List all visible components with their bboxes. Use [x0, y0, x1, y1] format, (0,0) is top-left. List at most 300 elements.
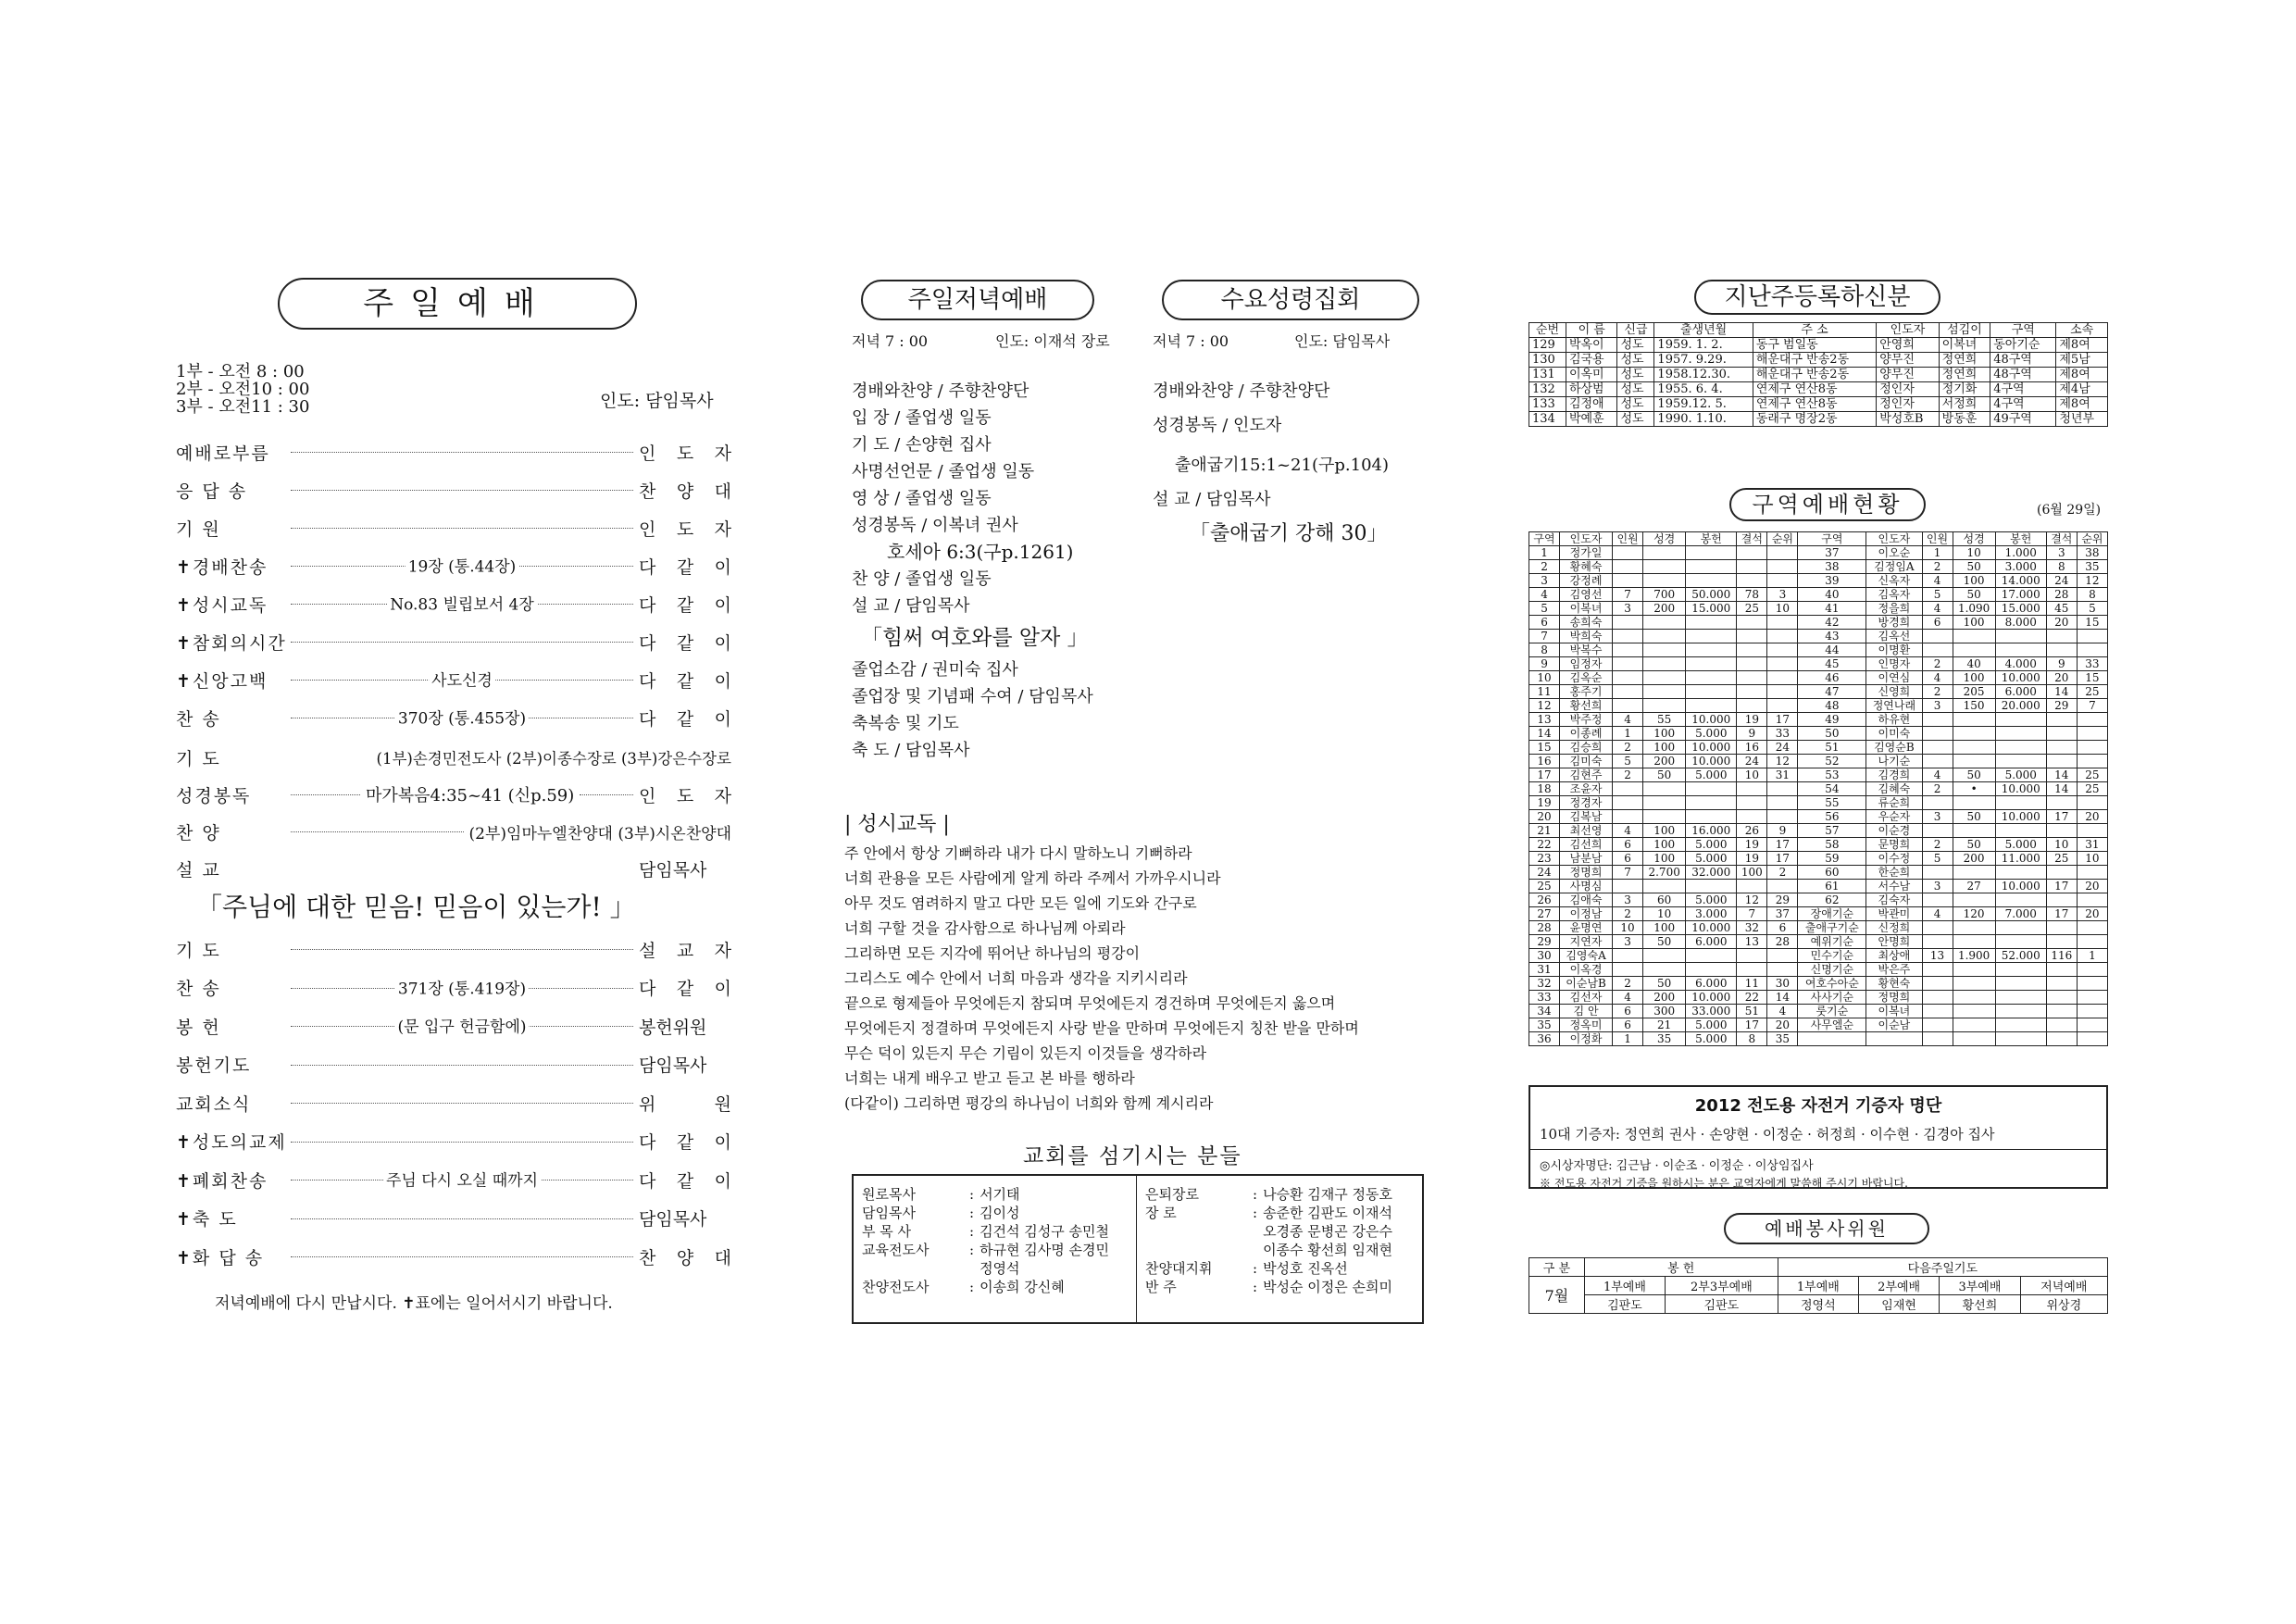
cell-value: 14 — [1529, 727, 1560, 741]
evening-item: 경배와찬양 / 주향찬양단 — [852, 381, 1029, 401]
staff-sep: : — [969, 1223, 975, 1240]
cell-value: 이종례 — [1560, 727, 1613, 741]
cell-value: 10 — [1767, 602, 1798, 616]
evening-title: 주일저녁예배 — [861, 280, 1094, 320]
cell-value — [1953, 1018, 1995, 1032]
cell-value: 19 — [1737, 713, 1767, 727]
registered-cell: 1958.12.30. — [1654, 368, 1753, 382]
evening-time: 저녁 7 : 00 — [852, 332, 929, 350]
cell-value — [1737, 657, 1767, 671]
order-performer: 다 같 이 — [639, 1132, 731, 1153]
cell-value: 4 — [1767, 1005, 1798, 1018]
cell-value: 20 — [2077, 907, 2107, 921]
cell-value: 100 — [1737, 866, 1767, 880]
registered-cell: 130 — [1529, 353, 1566, 368]
registered-header: 인도자 — [1877, 323, 1939, 338]
cell-value: 안명희 — [1866, 935, 1922, 949]
cell-value: 강정례 — [1560, 574, 1613, 588]
evening-item: 사명선언문 / 졸업생 일동 — [852, 462, 1035, 481]
registered-cell: 48구역 — [1990, 353, 2056, 368]
cell-value: 2 — [1613, 741, 1643, 755]
cell-value — [2046, 796, 2077, 810]
cell-value — [1995, 977, 2046, 991]
cell-value: 28 — [1529, 921, 1560, 935]
cell-value: 1.090 — [1953, 602, 1995, 616]
order-performer: 봉헌위원 — [639, 1017, 707, 1038]
cell-value: 25 — [2077, 782, 2107, 796]
cell-value — [1922, 1018, 1953, 1032]
cell-value — [2077, 643, 2107, 657]
cell-value — [2077, 893, 2107, 907]
cell-value: 한순희 — [1866, 866, 1922, 880]
cell-value — [1643, 949, 1686, 963]
staff-role — [859, 1259, 967, 1278]
cell-value: 7 — [1737, 907, 1767, 921]
cell-value: 27 — [1529, 907, 1560, 921]
cell-value: 정경자 — [1560, 796, 1613, 810]
cell-value: 100 — [1643, 838, 1686, 852]
prayer-text: (1부)손경민전도사 (2부)이종수장로 (3부)강은수장로 — [376, 750, 731, 768]
cell-value: 150 — [1953, 699, 1995, 713]
order-performer: 다 같 이 — [639, 708, 731, 730]
staff-box — [852, 1174, 1424, 1324]
cell-value: 정연나래 — [1866, 699, 1922, 713]
cell-value: 45 — [1798, 657, 1866, 671]
staff-row — [859, 1259, 1112, 1278]
cell-value: 이복녀 — [1866, 1005, 1922, 1018]
cell-value — [1737, 685, 1767, 699]
cell-value: 박관미 — [1866, 907, 1922, 921]
staff-role: 교육전도사 — [862, 1242, 930, 1258]
cell-row — [1529, 602, 2108, 616]
cell-row — [1529, 1032, 2108, 1046]
responsive-line: 아무 것도 염려하지 말고 다만 모든 일에 기도와 간구로 — [844, 894, 1197, 912]
evening-item: 설 교 / 담임목사 — [852, 596, 970, 616]
cell-value — [1643, 796, 1686, 810]
order-item — [176, 590, 731, 618]
registered-cell: 1959. 1. 2. — [1654, 338, 1753, 353]
responsive-line: 그리스도 예수 안에서 너희 마음과 생각을 지키시리라 — [844, 969, 1188, 987]
cell-row — [1529, 741, 2108, 755]
cell-value — [1643, 546, 1686, 560]
cell-value: 14 — [2046, 768, 2077, 782]
prayer-label: 기 도 — [176, 748, 221, 769]
cell-value: 송희숙 — [1560, 616, 1613, 630]
cell-value — [1613, 796, 1643, 810]
cell-value: 38 — [2077, 546, 2107, 560]
cell-value — [1643, 643, 1686, 657]
staff-sep — [967, 1259, 977, 1278]
staff-names: 하규현 김사명 손경민 — [980, 1242, 1110, 1258]
order-performer: 위 원 — [639, 1093, 731, 1115]
cell-value: 10.000 — [1686, 741, 1737, 755]
order-performer: 인 도 자 — [639, 518, 731, 540]
cell-value: 51 — [1798, 741, 1866, 755]
cell-value — [1995, 630, 2046, 643]
cell-value: 700 — [1643, 588, 1686, 602]
cell-row — [1529, 546, 2108, 560]
cell-value — [1686, 630, 1737, 643]
cell-value — [1767, 643, 1798, 657]
cell-value — [1643, 963, 1686, 977]
evening-order — [852, 378, 1093, 764]
duty-sub: 저녁예배 — [2020, 1277, 2107, 1295]
registered-cell: 이복녀 — [1939, 338, 1990, 353]
cell-value — [1686, 810, 1737, 824]
registered-row — [1529, 353, 2108, 368]
order-item — [176, 628, 731, 656]
cell-value — [1686, 560, 1737, 574]
cell-row — [1529, 810, 2108, 824]
cell-value: 55 — [1798, 796, 1866, 810]
cell-value — [1613, 949, 1643, 963]
responsive-line: 너희 구할 것을 감사함으로 하나님께 아뢰라 — [844, 919, 1126, 937]
cell-value — [1737, 963, 1767, 977]
cell-value: 20 — [2046, 671, 2077, 685]
cell-value: 25 — [1737, 602, 1767, 616]
cell-value — [2046, 643, 2077, 657]
order-item — [176, 1012, 731, 1040]
cell-value — [1866, 1032, 1922, 1046]
staff-sep: : — [1253, 1279, 1258, 1295]
bicycle-awardees: ◎시상자명단: 김근남 · 이순조 · 이정순 · 이상임집사 — [1540, 1159, 1814, 1173]
cell-value — [1922, 796, 1953, 810]
cell-value: 6 — [1767, 921, 1798, 935]
cell-value — [1613, 963, 1643, 977]
cell-row — [1529, 991, 2108, 1005]
cell-value: 32.000 — [1686, 866, 1737, 880]
cell-value: 황현숙 — [1866, 977, 1922, 991]
cell-value: 이옥경 — [1560, 963, 1613, 977]
cell-value — [1767, 796, 1798, 810]
cell-value: 1 — [1529, 546, 1560, 560]
staff-row — [1142, 1241, 1395, 1259]
cell-value: 김승희 — [1560, 741, 1613, 755]
cell-value — [1737, 699, 1767, 713]
cell-value — [2077, 713, 2107, 727]
cell-value: 10 — [1613, 921, 1643, 935]
evening-item: 졸업장 및 기념패 수여 / 담임목사 — [852, 687, 1093, 706]
staff-role: 장 로 — [1145, 1205, 1177, 1221]
wednesday-sermon: 「출애굽기 강해 30」 — [1190, 522, 1388, 545]
evening-item: 축 도 / 담임목사 — [852, 741, 970, 760]
cell-value: 인명자 — [1866, 657, 1922, 671]
cell-value: 9 — [1737, 727, 1767, 741]
responsive-line: 무슨 덕이 있든지 무슨 기림이 있든지 이것들을 생각하라 — [844, 1044, 1207, 1062]
cell-value: 100 — [1643, 824, 1686, 838]
staff-sep: : — [1253, 1260, 1258, 1277]
cell-value: 5.000 — [1686, 838, 1737, 852]
staff-row — [1142, 1278, 1395, 1296]
cell-value — [1686, 949, 1737, 963]
sermon-label: 설 교 — [176, 859, 221, 881]
cell-value: 3 — [1613, 935, 1643, 949]
registered-cell: 제8여 — [2056, 397, 2108, 412]
staff-sep: : — [1253, 1205, 1258, 1221]
order-leader-dots — [291, 1102, 633, 1104]
cell-value — [1922, 741, 1953, 755]
registered-row — [1529, 412, 2108, 427]
order-leader-dots — [291, 527, 633, 529]
cell-value: 최상애 — [1866, 949, 1922, 963]
sermon-title: 「주님에 대한 믿음! 믿음이 있는가! 」 — [196, 892, 636, 922]
cell-value — [2046, 991, 2077, 1005]
cell-value — [1767, 810, 1798, 824]
cell-value: 49 — [1798, 713, 1866, 727]
cell-value: 10.000 — [1686, 991, 1737, 1005]
cell-value: 5.000 — [1686, 893, 1737, 907]
cell-value — [1995, 824, 2046, 838]
cell-value — [1953, 630, 1995, 643]
cell-value: 7 — [2077, 699, 2107, 713]
cell-value — [2077, 991, 2107, 1005]
cell-value — [1995, 1018, 2046, 1032]
cell-value — [1922, 1005, 1953, 1018]
cell-header: 성경 — [1643, 532, 1686, 546]
cell-value — [1922, 935, 1953, 949]
cell-value: 29 — [1529, 935, 1560, 949]
cell-value: 31 — [1767, 768, 1798, 782]
order-performer: 다 같 이 — [639, 979, 731, 999]
evening-item: 졸업소감 / 권미숙 집사 — [852, 660, 1018, 680]
duty-name: 김판도 — [1666, 1295, 1778, 1314]
cell-value: 1 — [1613, 727, 1643, 741]
cell-value: 33 — [1767, 727, 1798, 741]
cell-value: 10.000 — [1686, 755, 1737, 768]
wednesday-order — [1153, 378, 1389, 547]
cell-value — [2077, 796, 2107, 810]
staff-role: 찬양전도사 — [862, 1279, 930, 1295]
registered-cell: 성도 — [1617, 397, 1654, 412]
cell-value: 임정자 — [1560, 657, 1613, 671]
cell-value: 2 — [1613, 907, 1643, 921]
staff-sep — [1250, 1222, 1260, 1241]
evening-item: 영 상 / 졸업생 일동 — [852, 489, 992, 508]
cell-value: 10.000 — [1995, 671, 2046, 685]
cell-value: 116 — [2046, 949, 2077, 963]
cell-value: 사사기순 — [1798, 991, 1866, 1005]
order-performer: 다 같 이 — [639, 1170, 731, 1192]
cell-value: 3 — [1529, 574, 1560, 588]
cell-value: 10 — [1953, 546, 1995, 560]
cell-value: 3.000 — [1995, 560, 2046, 574]
registered-cell: 제8여 — [2056, 338, 2108, 353]
cell-value — [1995, 1005, 2046, 1018]
order-performer: 찬 양 대 — [639, 481, 731, 502]
cell-value: 3 — [1767, 588, 1798, 602]
cell-value: 20 — [2046, 616, 2077, 630]
order-label: 기 원 — [176, 518, 221, 540]
cell-value — [2046, 1032, 2077, 1046]
cell-value: 5.000 — [1995, 768, 2046, 782]
cell-value: 50 — [1643, 977, 1686, 991]
cell-value — [1767, 630, 1798, 643]
cell-value: 20 — [1529, 810, 1560, 824]
cell-row — [1529, 824, 2108, 838]
cell-value: 5 — [1613, 755, 1643, 768]
cell-value: 조윤자 — [1560, 782, 1613, 796]
cell-value — [2046, 630, 2077, 643]
cell-value: 25 — [2077, 768, 2107, 782]
registered-row — [1529, 382, 2108, 397]
cell-value: 25 — [2046, 852, 2077, 866]
cell-value — [2046, 741, 2077, 755]
cell-value: 9 — [1767, 824, 1798, 838]
cell-value: 10.000 — [1995, 880, 2046, 893]
registered-cell: 해운대구 반송2동 — [1753, 368, 1876, 382]
cell-value: 31 — [2077, 838, 2107, 852]
duty-name: 임재현 — [1859, 1295, 1940, 1314]
duty-title: 예배봉사위원 — [1724, 1213, 1929, 1244]
cell-value: 38 — [1798, 560, 1866, 574]
staff-names: 김이성 — [980, 1205, 1020, 1221]
registered-cell: 동아기순 — [1990, 338, 2056, 353]
cell-value — [1953, 824, 1995, 838]
cell-value — [1737, 643, 1767, 657]
cell-value — [1798, 1032, 1866, 1046]
cell-value: 4 — [1922, 907, 1953, 921]
cell-value: 17 — [2046, 907, 2077, 921]
registered-cell: 김국용 — [1566, 353, 1617, 368]
cell-value: 2 — [1922, 657, 1953, 671]
responsive-line: 너희는 내게 배우고 받고 듣고 본 바를 행하라 — [844, 1069, 1135, 1087]
cell-value: 25 — [2077, 685, 2107, 699]
staff-names: 김건석 김성구 송민철 — [980, 1223, 1110, 1240]
cell-value — [1953, 796, 1995, 810]
cell-value: 이수정 — [1866, 852, 1922, 866]
cell-value — [1953, 963, 1995, 977]
order-detail: No.83 빌립보서 4장 — [387, 592, 537, 615]
cell-value: 16 — [1529, 755, 1560, 768]
duty-header-prayer: 다음주일기도 — [1778, 1258, 2107, 1277]
cell-value: 12 — [1767, 755, 1798, 768]
cell-value: 26 — [1529, 893, 1560, 907]
cell-value: 김옥순 — [1560, 671, 1613, 685]
cell-value: 10.000 — [1995, 810, 2046, 824]
order-leader-dots — [291, 1171, 633, 1191]
registered-title: 지난주등록하신분 — [1694, 280, 1940, 315]
responsive-line: 끝으로 형제들아 무엇에든지 참되며 무엇에든지 경건하며 무엇에든지 옳으며 — [844, 994, 1336, 1012]
order-performer: 담임목사 — [639, 1209, 707, 1230]
cell-header: 인원 — [1613, 532, 1643, 546]
registered-header: 순번 — [1529, 323, 1566, 338]
staff-names: 박성순 이정은 손희미 — [1263, 1279, 1393, 1295]
cell-value — [2046, 1018, 2077, 1032]
wednesday-time: 저녁 7 : 00 — [1153, 332, 1229, 350]
evening-item: 찬 양 / 졸업생 일동 — [852, 569, 992, 589]
cell-value: 2 — [1922, 685, 1953, 699]
cell-value: 5.000 — [1686, 727, 1737, 741]
cell-value: 황혜숙 — [1560, 560, 1613, 574]
cell-value — [2077, 1005, 2107, 1018]
cell-value: 김정임A — [1866, 560, 1922, 574]
cell-value: 4 — [1613, 713, 1643, 727]
service-time-1: 1부 - 오전 8 : 00 — [176, 362, 305, 381]
cell-value — [1953, 713, 1995, 727]
order-item — [176, 1166, 731, 1193]
cell-value: 37 — [1798, 546, 1866, 560]
staff-title: 교회를 섬기시는 분들 — [1023, 1144, 1242, 1168]
cell-value — [1643, 671, 1686, 685]
cell-value: 20 — [2077, 810, 2107, 824]
cell-value: 8 — [1737, 1032, 1767, 1046]
cell-value — [1953, 741, 1995, 755]
cell-value: 5.000 — [1686, 768, 1737, 782]
cell-header: 결석 — [1737, 532, 1767, 546]
registered-header: 소속 — [2056, 323, 2108, 338]
cell-value: 2 — [1922, 838, 1953, 852]
cell-value — [1995, 713, 2046, 727]
cell-value: 100 — [1953, 574, 1995, 588]
cell-row — [1529, 588, 2108, 602]
order-label: 봉헌기도 — [176, 1056, 252, 1076]
evening-item: 성경봉독 / 이복녀 권사 — [852, 516, 1018, 535]
responsive-line: 너희 관용을 모든 사람에게 알게 하라 주께서 가까우시니라 — [844, 869, 1221, 887]
staff-names: 이송희 강신혜 — [980, 1279, 1065, 1295]
cell-value: 류순희 — [1866, 796, 1922, 810]
cell-value — [2046, 727, 2077, 741]
cell-value: 29 — [2046, 699, 2077, 713]
cell-header: 구역 — [1529, 532, 1560, 546]
cell-value: 31 — [1529, 963, 1560, 977]
duty-table — [1529, 1257, 2108, 1314]
cell-value: 9 — [1529, 657, 1560, 671]
cell-value — [1995, 727, 2046, 741]
cell-value: 1.900 — [1953, 949, 1995, 963]
cell-value: 60 — [1798, 866, 1866, 880]
cell-value: 54 — [1798, 782, 1866, 796]
cell-value: 김복남 — [1560, 810, 1613, 824]
duty-header-offering: 봉 헌 — [1584, 1258, 1778, 1277]
order-leader-dots — [291, 1218, 633, 1219]
cell-value: 출애구기순 — [1798, 921, 1866, 935]
staff-row — [1142, 1204, 1395, 1222]
cell-value: 박은주 — [1866, 963, 1922, 977]
registered-header: 섬김이 — [1939, 323, 1990, 338]
order-leader-dots — [291, 595, 633, 615]
cell-value: 78 — [1737, 588, 1767, 602]
cell-value: 40 — [1953, 657, 1995, 671]
cell-value: 이정남 — [1560, 907, 1613, 921]
cell-row — [1529, 880, 2108, 893]
cell-value: 김미숙 — [1560, 755, 1613, 768]
cell-value — [1767, 546, 1798, 560]
cell-value: 42 — [1798, 616, 1866, 630]
cell-value: 100 — [1643, 727, 1686, 741]
order-label: ✝성도의교제 — [176, 1132, 287, 1153]
cell-value: 21 — [1529, 824, 1560, 838]
cell-value: 6 — [1613, 1018, 1643, 1032]
order-performer: 다 같 이 — [639, 594, 731, 616]
staff-names: 오경종 문병곤 강은수 — [1263, 1223, 1393, 1240]
cell-value: 2 — [1922, 560, 1953, 574]
cell-value: 48 — [1798, 699, 1866, 713]
responsive-line: 주 안에서 항상 기뻐하라 내가 다시 말하노니 기뻐하라 — [844, 844, 1192, 862]
cell-value — [1613, 616, 1643, 630]
cell-value: 22 — [1529, 838, 1560, 852]
cell-value — [1643, 616, 1686, 630]
registered-cell: 1957. 9.29. — [1654, 353, 1753, 368]
cell-value — [1613, 560, 1643, 574]
cell-value — [1643, 560, 1686, 574]
cell-value — [2077, 727, 2107, 741]
order-label: 봉 헌 — [176, 1017, 221, 1038]
cell-value: 200 — [1953, 852, 1995, 866]
anthem-text: (2부)임마누엘찬양대 (3부)시온찬양대 — [468, 824, 731, 843]
cell-value: 2 — [1613, 768, 1643, 782]
cell-row — [1529, 963, 2108, 977]
cell-value: 2.700 — [1643, 866, 1686, 880]
